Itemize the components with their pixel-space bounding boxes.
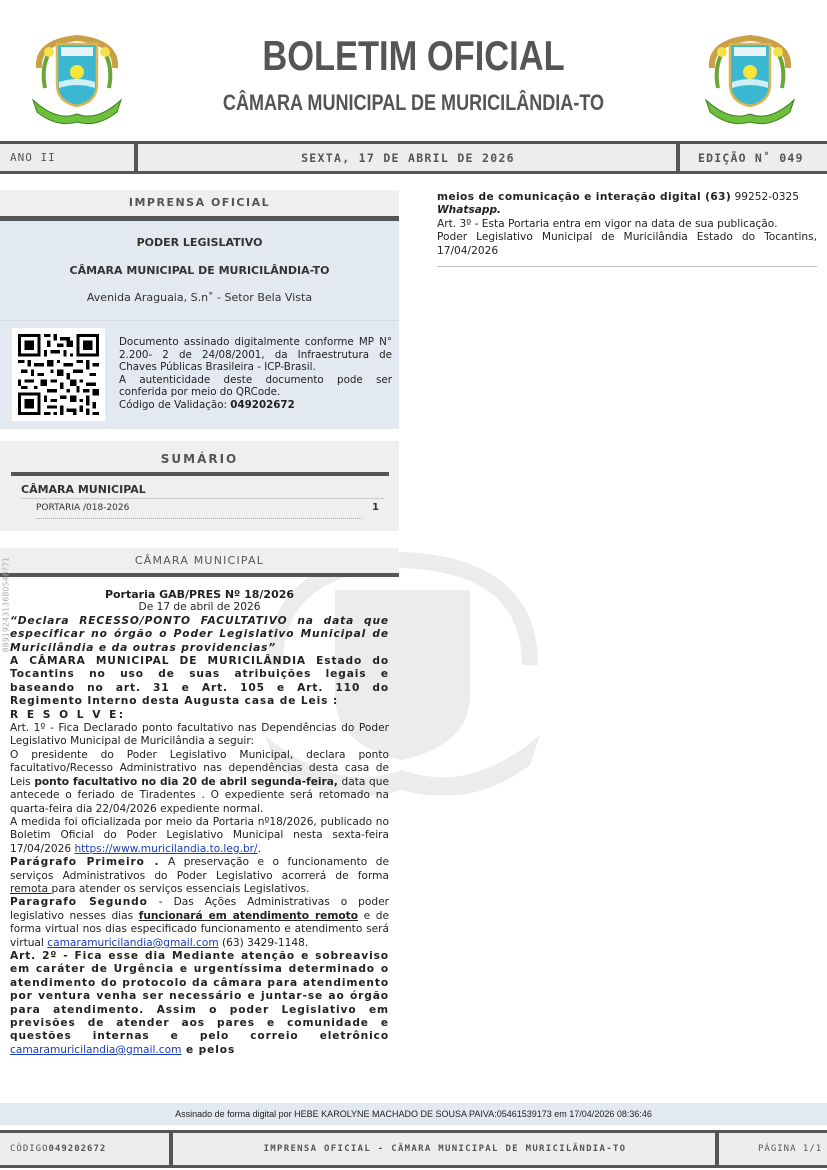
paragraph-measure (10, 816, 389, 856)
page-subtitle: CÂMARA MUNICIPAL DE MURICILÂNDIA-TO (222, 90, 605, 115)
document-preamble: A CÂMARA MUNICIPAL DE MURICILÂNDIA Estado do Tocantins no uso de suas atribuições legais e baseando no art. 31 e Art. 105 e Art. 110 do Regimento Interno desta Augusta casa de Leis : (10, 655, 389, 708)
signature-note-qr: A autenticidade deste documento pode ser conferida por meio do QRCode. (119, 373, 392, 398)
footer-code (10, 1133, 106, 1165)
signature-note (119, 336, 392, 411)
article-3: Art. 3º - Esta Portaria entra em vigor na data de sua publicação. (437, 217, 778, 230)
validation-label: Código de Validação: (119, 398, 231, 411)
document-date: De 17 de abril de 2026 (138, 601, 261, 614)
validation-code: 049202672 (230, 398, 295, 411)
side-code: 8891924313680548?71 (1, 556, 11, 653)
divider (11, 472, 389, 476)
year-label: ANO II (10, 151, 56, 164)
text-bold-underline: funcionará em atendimento remoto (138, 909, 359, 922)
footer-code-label: CÓDIGO (10, 1144, 49, 1154)
footer-center: IMPRENSA OFICIAL - CÂMARA MUNICIPAL DE MURICILÂNDIA-TO (263, 1144, 627, 1154)
text: - Das Ações Administrativas o poder legislativo nesses dias (10, 896, 389, 922)
text-bold: meios de comunicação e interação digital (63) (437, 191, 732, 203)
date-label: SEXTA, 17 DE ABRIL DE 2026 (301, 150, 515, 165)
digital-signature-bar: Assinado de forma digital por HEBE KAROLYNE MACHADO DE SOUSA PAIVA:05461539173 em 17/04/2026 08:36:46 (0, 1103, 827, 1125)
text: e pelos (181, 1043, 236, 1056)
qr-code[interactable] (12, 328, 105, 421)
divider (36, 518, 362, 519)
text: Art. 2º - Fica esse dia Mediante atenção e sobreaviso em caráter de Urgência e urgentíssima determinado o atendimento do protocolo da câmara para atendimento por ventura venha ser necessário e juntar-se ao órgão para atendimento. Assim o poder Legislativo em previsões de atender aos pares e comunidade e questões internas e pelo correio eletrônico (10, 949, 389, 1043)
edition-label: EDIÇÃO N˚ 049 (698, 150, 804, 165)
paragraph-second (10, 896, 389, 950)
document-ementa: “Declara RECESSO/PONTO FACULTATIVO na data que especificar no órgão o Poder Legislativo Municipal de Muricilândia e da outras providencias” (10, 614, 389, 654)
article-1: Art. 1º - Fica Declarado ponto facultativo nas Dependências do Poder Legislativo Municipal de Muricilândia a seguir: (10, 722, 389, 748)
footer-bar (0, 1130, 827, 1168)
article-2 (10, 950, 389, 1057)
text: data que antecede o feriado de Tiradentes . O expediente será retomado na quarta-feira dia 22/04/2026 expediente normal. (10, 775, 389, 815)
summary-title: SUMÁRIO (160, 452, 239, 466)
text-bold: Paragrafo Segundo (10, 896, 148, 909)
summary-item-link[interactable]: PORTARIA /018-2026 (36, 503, 130, 513)
text: . (257, 842, 261, 855)
info-bar (0, 141, 827, 174)
footer-code-value: 049202672 (48, 1144, 107, 1154)
text-underline: remota (10, 882, 52, 895)
imprensa-oficial-heading: IMPRENSA OFICIAL (0, 190, 399, 221)
website-link[interactable]: https://www.muricilandia.to.leg.br/ (74, 842, 258, 855)
text-bold: Parágrafo Primeiro . (10, 856, 160, 869)
document-continuation (437, 191, 817, 258)
email-link[interactable]: camaramuricilandia@gmail.com (10, 1043, 182, 1056)
paragraph-first (10, 856, 389, 896)
text: A medida foi oficializada por meio da Portaria nº18/2026, publicado no Boletim Oficial do Poder Legislativo Municipal nesta sexta-feira 17/04/2026 (10, 815, 389, 855)
text: O presidente do Poder Legislativo Municipal, declara ponto facultativo/Recesso Administrativo nas dependências desta casa de Leis (10, 748, 389, 788)
divider (21, 498, 384, 499)
section-heading: CÂMARA MUNICIPAL (0, 548, 399, 577)
text: (63) 3429-1148. (218, 936, 309, 949)
power-label: PODER LEGISLATIVO (136, 236, 263, 249)
text: 99252-0325 (731, 191, 800, 203)
summary-category: CÂMARA MUNICIPAL (21, 483, 146, 496)
email-link[interactable]: camaramuricilandia@gmail.com (47, 936, 219, 949)
document-resolve: R E S O L V E: (10, 708, 126, 721)
article-2-continuation (437, 191, 817, 218)
closing: Poder Legislativo Municipal de Muricilândia Estado do Tocantins, 17/04/2026 (437, 231, 817, 257)
divider (437, 266, 817, 267)
text: A preservação e o funcionamento de serviços Administrativos do Poder Legislativo acorrerá de forma (10, 856, 389, 882)
footer-page: PÁGINA 1/1 (758, 1144, 823, 1154)
text-bold: ponto facultativo no dia 20 de abril segunda-feira, (34, 775, 338, 788)
divider (0, 320, 399, 321)
document-title: Portaria GAB/PRES Nº 18/2026 (104, 588, 295, 601)
summary-item-page: 1 (372, 502, 379, 513)
text: e de forma virtual nos dias especificado funcionamento e atendimento será virtual (10, 909, 389, 949)
address-label: Avenida Araguaia, S.n˚ - Setor Bela Vista (86, 291, 313, 304)
chamber-label: CÂMARA MUNICIPAL DE MURICILÂNDIA-TO (69, 264, 330, 277)
signature-note-mp: Documento assinado digitalmente conforme MP N° 2.200- 2 de 24/08/2001, da Infraestrutura de Chaves Públicas Brasileira - ICP-Brasil. (119, 336, 392, 373)
page-title: BOLETIM OFICIAL (262, 32, 565, 79)
qr-code-icon (18, 334, 99, 415)
text: para atender os serviços essenciais Legislativos. (51, 882, 310, 895)
validation-line (119, 399, 392, 412)
document-body (10, 588, 389, 1057)
paragraph-recess (10, 749, 389, 816)
text-bold-italic: Whatsapp. (437, 204, 502, 217)
